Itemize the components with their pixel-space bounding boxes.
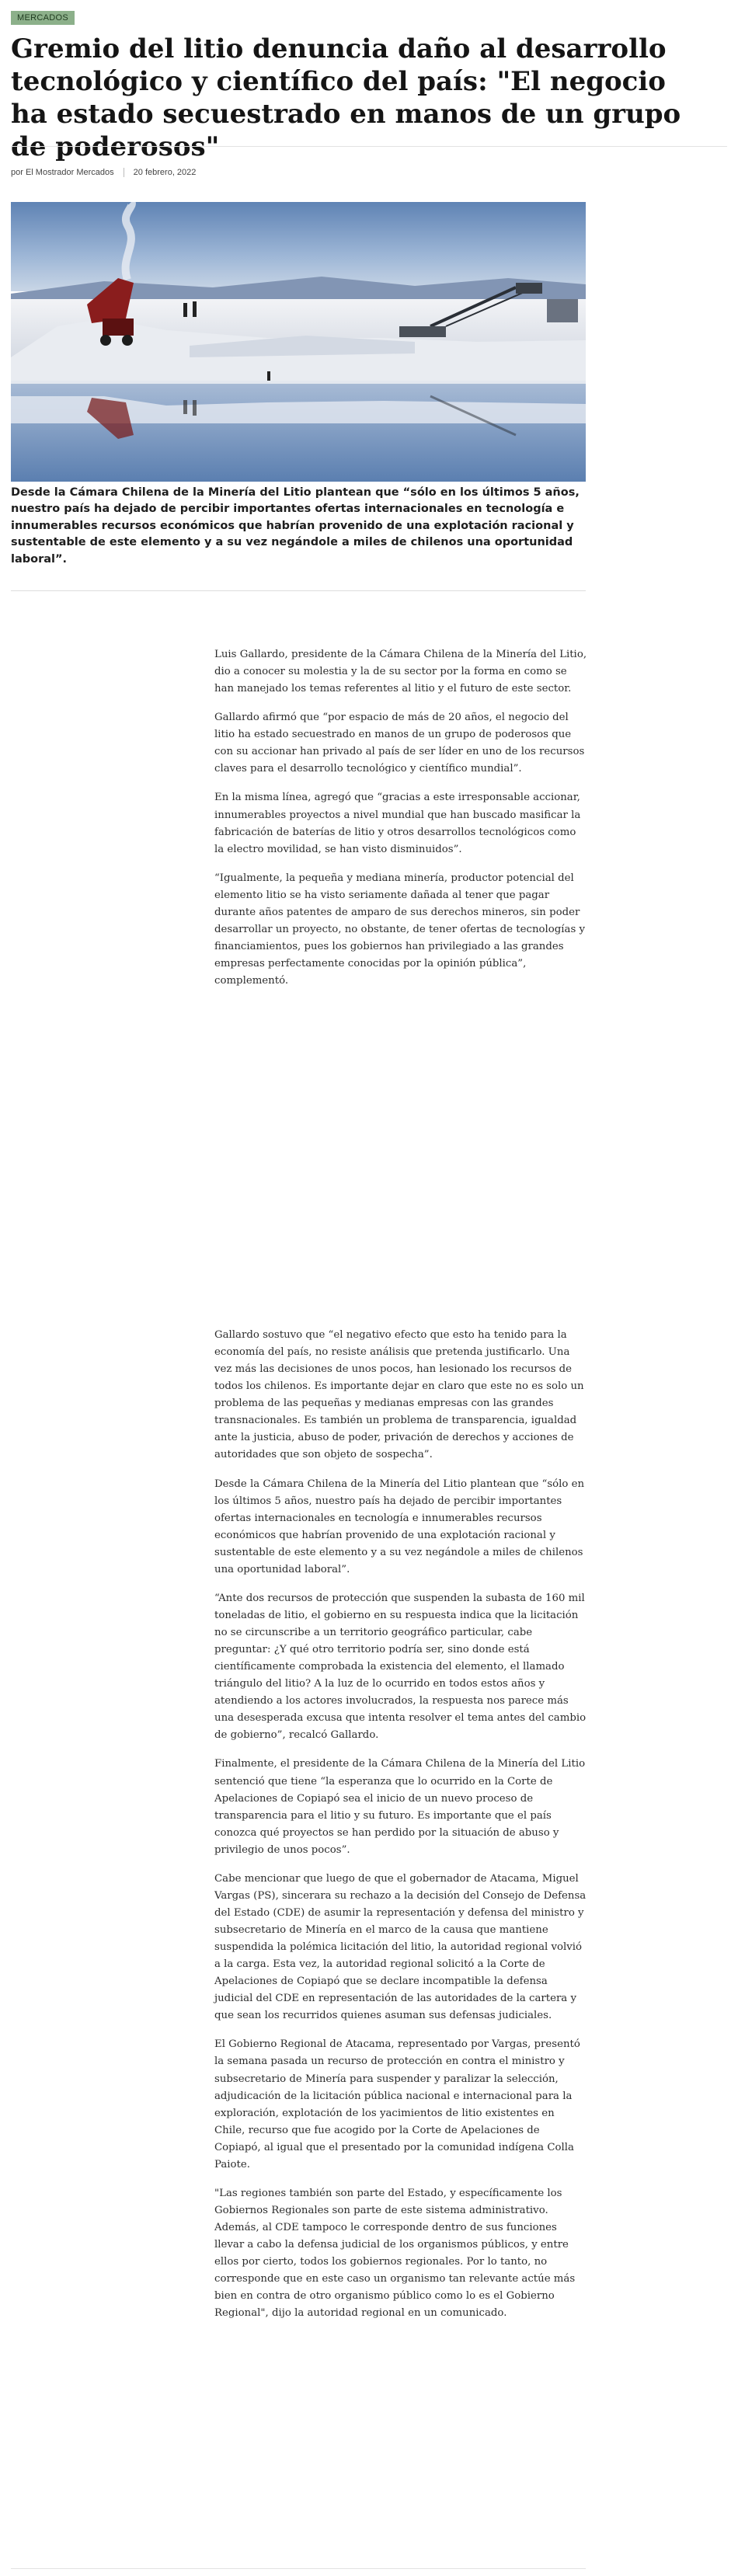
- body-paragraph: Cabe mencionar que luego de que el gobernador de Atacama, Miguel Vargas (PS), sincerara su rechazo a la decisión del Consejo de Defensa del Estado (CDE) de asumir la representación y defensa del ministro y subsecretario de Minería en el marco de la causa que mantiene suspendida la polémica licitación del litio, la autoridad regional volvió a la carga. Esta vez, la autoridad regional solicitó a la Corte de Apelaciones de Copiapó que se declare incompatible la defensa judicial del CDE en representación de las autoridades de la cartera y que sean los recurridos quienes asuman sus defensas judiciales.: [214, 1872, 587, 2022]
- header-divider: [11, 146, 727, 147]
- caption-divider: [11, 590, 586, 591]
- body-paragraph: Finalmente, el presidente de la Cámara Chilena de la Minería del Litio sentenció que tiene “la esperanza que lo ocurrido en la Corte de Apelaciones de Copiapó sea el inicio de un nuevo proceso de transparencia para el litio y su futuro. Es importante que el país conozca qué proyectos se han perdido por la situación de abuso y privilegio de unos pocos”.: [214, 1758, 586, 1856]
- publish-date: 20 febrero, 2022: [133, 168, 197, 177]
- body-paragraph: El Gobierno Regional de Atacama, representado por Vargas, presentó la semana pasada un recurso de protección en contra el ministro y subsecretario de Minería para suspender y paralizar la selección, adjudicación de la licitación pública nacional e internacional para la exploración, explotación de los yacimientos de litio existentes en Chile, recurso que fue acogido por la Corte de Apelaciones de Copiapó, al igual que el presentado por la comunidad indígena Colla Paiote.: [214, 2038, 580, 2170]
- body-paragraph: “Igualmente, la pequeña y mediana minería, productor potencial del elemento litio se ha visto seriamente dañada al tener que pagar durante años patentes de amparo de sus derechos mineros, sin poder desarrollar un proyecto, no obstante, de tener ofertas de tecnologías y financiamientos, pues los gobiernos han privilegiado a las grandes empresas perfectamente conocidas por la opinión pública”, complementó.: [214, 872, 586, 987]
- image-caption: Desde la Cámara Chilena de la Minería del Litio plantean que “sólo en los últimos 5 años, nuestro país ha dejado de percibir importantes ofertas internacionales en tecnología e innumerables recursos económicos que habrían provenido de una explotación racional y sustentable de este elemento y a su vez negándole a miles de chilenos una oportunidad laboral”.: [11, 486, 580, 566]
- author-link[interactable]: por El Mostrador Mercados: [11, 168, 114, 177]
- body-paragraph: “Ante dos recursos de protección que suspenden la subasta de 160 mil toneladas de litio, el gobierno en su respuesta indica que la licitación no se circunscribe a un territorio geográfico particular, cabe preguntar: ¿Y qué otro territorio podría ser, sino donde está científicamente comprobada la existencia del elemento, el llamado triángulo del litio? A la luz de lo ocurrido en todos estos años y atendiendo a los actores involucrados, la respuesta nos parece más una desesperada excusa que intenta resolver el tema antes del cambio de gobierno”, recalcó Gallardo.: [214, 1592, 587, 1742]
- body-paragraph: Gallardo afirmó que “por espacio de más de 20 años, el negocio del litio ha estado secuestrado en manos de un grupo de poderosos que con su accionar han privado al país de ser líder en uno de los recursos claves para el desarrollo tecnológico y científico mundial”.: [214, 712, 585, 775]
- salt-flat-mining-photo: [11, 202, 586, 482]
- headline: Gremio del litio denuncia daño al desarrollo tecnológico y científico del país: "El negocio ha estado secuestrado en manos de un grupo de poderosos": [11, 33, 681, 163]
- article-body-part1: [214, 646, 587, 1001]
- footer-divider: [11, 2568, 586, 2569]
- body-paragraph: "Las regiones también son parte del Estado, y específicamente los Gobiernos Regionales son parte de este sistema administrativo. Además, al CDE tampoco le corresponde dentro de sus funciones llevar a cabo la defensa judicial de los organismos públicos, y entre ellos por cierto, todos los gobiernos regionales. Por lo tanto, no corresponde que en este caso un organismo tan relevante actúe más bien en contra de otro organismo público como lo es el Gobierno Regional", dijo la autoridad regional en un comunicado.: [214, 2187, 576, 2320]
- body-paragraph: En la misma línea, agregó que “gracias a este irresponsable accionar, innumerables proyectos a nivel mundial que han buscado masificar la fabricación de baterías de litio y otros desarrollos tecnológicos como la electro movilidad, se han visto disminuidos”.: [214, 792, 581, 855]
- body-paragraph: Desde la Cámara Chilena de la Minería del Litio plantean que “sólo en los últimos 5 años, nuestro país ha dejado de percibir importantes ofertas internacionales en tecnología e innumerables recursos económicos que habrían provenido de una explotación racional y sustentable de este elemento y a su vez negándole a miles de chilenos una oportunidad laboral”.: [214, 1478, 585, 1575]
- hero-image: [11, 202, 586, 482]
- category-badge[interactable]: MERCADOS: [11, 11, 75, 25]
- byline: [11, 168, 196, 177]
- article-body-part2: [214, 1327, 587, 2334]
- body-paragraph: Gallardo sostuvo que “el negativo efecto que esto ha tenido para la economía del país, no resiste análisis que pretenda justificarlo. Una vez más las decisiones de unos pocos, han lesionado los recursos de todos los chilenos. Es importante dejar en claro que este no es solo un problema de las pequeñas y medianas empresas con las grandes transnacionales. Es también un problema de transparencia, igualdad ante la justicia, abuso de poder, privación de derechos y acciones de autoridades que son objeto de sospecha”.: [214, 1329, 584, 1461]
- body-paragraph: Luis Gallardo, presidente de la Cámara Chilena de la Minería del Litio, dio a conocer su molestia y la de su sector por la forma en como se han manejado los temas referentes al litio y el futuro de este sector.: [214, 649, 587, 695]
